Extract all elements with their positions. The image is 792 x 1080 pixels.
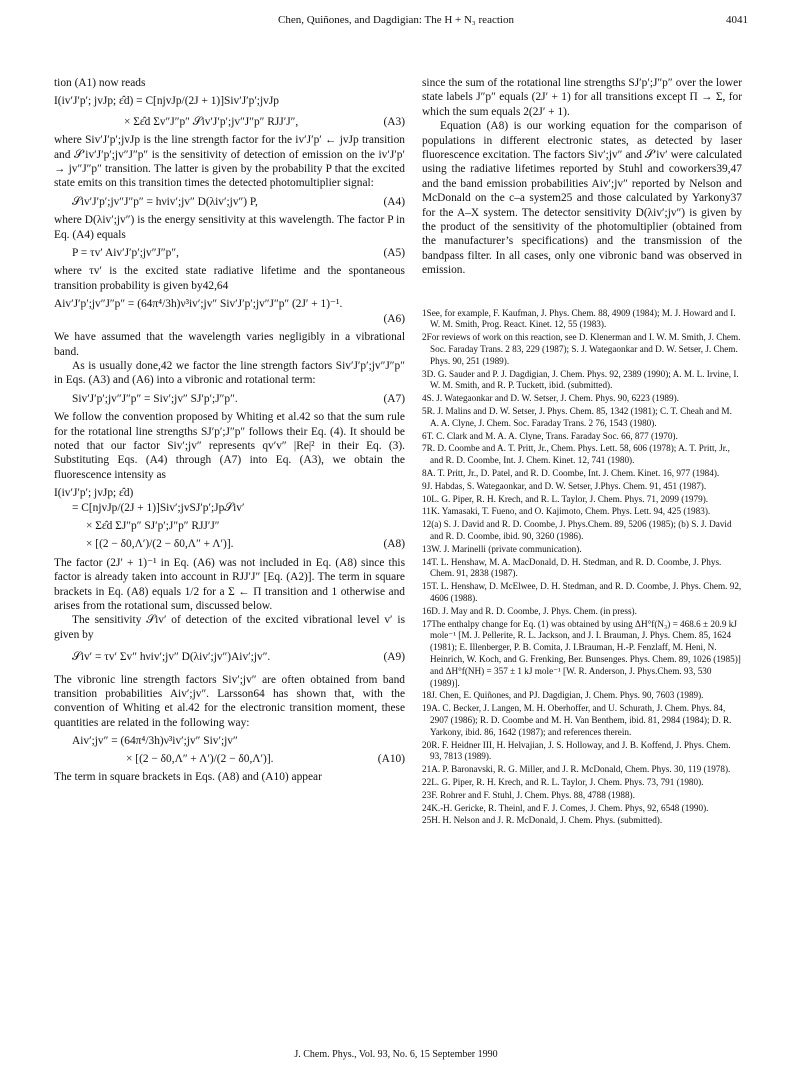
running-title: Chen, Quiñones, and Dagdigian: The H + N₃ reaction (278, 14, 514, 26)
paragraph: We follow the convention proposed by Whiting et al.42 so that the sum rule for the rotational line strengths SJ′p′;J″p″ follows their Eq. (4). It should be noted that our factor Siv′;jv″ represents qv′v″ |Re|² in their Eq. (3). Substituting Eqs. (A4) through (A7) into Eq. (A3), we obtain the fluorescence intensity as (54, 411, 405, 481)
paragraph: The term in square brackets in Eqs. (A8) and (A10) appear (54, 771, 322, 784)
right-column (422, 76, 742, 828)
reference: 18J. Chen, E. Quiñones, and PJ. Dagdigian, J. Chem. Phys. 90, 7603 (1989). (422, 690, 704, 701)
equation-line: Aiv′;jv″ = (64π⁴/3h)ν³iv′;jv″ Siv′;jv″ (72, 735, 238, 748)
equation-a4 (54, 195, 405, 209)
references-list (422, 308, 742, 827)
equation-a8 (54, 486, 405, 552)
equation-number: (A10) (377, 752, 405, 765)
paragraph: The sensitivity 𝒮iv′ of detection of the excited vibrational level v′ is given by (54, 614, 405, 641)
equation-a7 (54, 392, 405, 406)
equation-a10 (54, 734, 405, 766)
equation-line: × [(2 − δ0,Λ′)/(2 − δ0,Λ″ + Λ′)]. (86, 538, 234, 551)
paragraph: As is usually done,42 we factor the line strength factors Siv′J′p′;jv″J″p″ in Eqs. (A3) and (A6) into a vibronic and rotational term: (54, 359, 405, 387)
equation-line: = C[njvJp/(2J + 1)]Siv′;jvSJ′p′;Jp𝒮iv′ (72, 501, 245, 514)
reference: 9J. Habdas, S. Wategaonkar, and D. W. Setser, J.Phys. Chem. 91, 451 (1987). (422, 480, 707, 491)
paragraph: where D(λiv′;jv″) is the energy sensitivity at this wavelength. The factor P in Eq. (A4) equals (54, 214, 405, 241)
reference: 21A. P. Baronavski, R. G. Miller, and J. R. McDonald, Chem. Phys. 30, 119 (1978). (422, 764, 731, 775)
journal-footer: J. Chem. Phys., Vol. 93, No. 6, 15 September 1990 (294, 1049, 498, 1060)
equation-body: Aiv′J′p′;jv″J″p″ = (64π⁴/3h)ν³iv′;jv″ Siv′J′p′;jv″J″p″ (2J′ + 1)⁻¹. (54, 298, 343, 311)
paragraph: We have assumed that the wavelength varies negligibly in a vibrational band. (54, 331, 405, 358)
equation-a5 (54, 246, 405, 260)
equation-line: I(iv′J′p′; jvJp; ε̂d) = C[njvJp/(2J + 1)]Siv′J′p′;jvJp (54, 95, 279, 108)
equation-number: (A4) (383, 195, 405, 208)
reference: 11K. Yamasaki, T. Fueno, and O. Kajimoto, Chem. Phys. Lett. 94, 425 (1983). (422, 506, 711, 517)
reference: 16D. J. May and R. D. Coombe, J. Phys. Chem. (in press). (422, 605, 637, 616)
equation-line: × Σε̂d ΣJ″p″ SJ′p′;J″p″ RJJ′J″ (86, 519, 220, 532)
equation-number: (A9) (383, 651, 405, 664)
left-column (54, 76, 405, 784)
reference: 6T. C. Clark and M. A. A. Clyne, Trans. Faraday Soc. 66, 877 (1970). (422, 430, 678, 441)
reference: 1See, for example, F. Kaufman, J. Phys. Chem. 88, 4909 (1984); M. J. Howard and I. W. M. Smith, Prog. React. Kinet. 12, 55 (1983). (422, 307, 736, 330)
reference: 8A. T. Pritt, Jr., D. Patel, and R. D. Coombe, Int. J. Chem. Kinet. 16, 977 (1984). (422, 468, 720, 479)
equation-number: (A7) (383, 392, 405, 405)
reference: 13W. J. Marinelli (private communication). (422, 543, 582, 554)
reference: 15T. L. Henshaw, D. McElwee, D. H. Stedman, and R. D. Coombe, J. Phys. Chem. 92, 4606 (1988). (422, 581, 742, 604)
reference: 20R. F. Heidner III, H. Helvajian, J. S. Holloway, and J. B. Koffend, J. Phys. Chem. 93, 7813 (1989). (422, 739, 731, 762)
equation-number: (A5) (383, 247, 405, 260)
reference: 19A. C. Becker, J. Langen, M. H. Oberhoffer, and U. Schurath, J. Chem. Phys. 84, 2907 (1986); R. D. Coombe and M. H. Van Benthem, ibid. 81, 2984 (1984); D. R. Yarkony, ibid. 86, 1642 (1987); and references therein. (422, 703, 732, 737)
equation-a6 (54, 297, 405, 326)
equation-body: P = τv′ Aiv′J′p′;jv″J″p″, (72, 247, 179, 260)
paragraph: The factor (2J′ + 1)⁻¹ in Eq. (A6) was not included in Eq. (A8) since this factor is already taken into account in RJJ′J″ [Eq. (A2)]. The term in square brackets in Eq. (A8) equals 1/2 for a Σ ← Π transition and 1 otherwise and arises from the rotational sum, discussed below. (54, 556, 405, 612)
equation-line: × [(2 − δ0,Λ″ + Λ′)/(2 − δ0,Λ′)]. (126, 752, 274, 765)
paragraph: since the sum of the rotational line strengths SJ′p′;J″p″ over the lower state labels J″p″ equals (2J′ + 1) for all transitions except Π → Σ, for which the sum equals 2(2J′ + 1). (422, 77, 742, 118)
equation-line: I(iv′J′p′; jvJp; ε̂d) (54, 487, 134, 500)
paragraph: where Siv′J′p′;jvJp is the line strength factor for the iv′J′p′ ← jvJp transition and 𝒮′iv′J′p′;jv″J″p″ is the sensitivity of detection of emission on the iv′J′p′ → jv″J″p″ transition. The latter is given by the probability P that the excited state emits on this transition times the detected photomultiplier signal: (54, 134, 405, 190)
equation-number: (A6) (383, 312, 405, 325)
reference: 2For reviews of work on this reaction, see D. Klenerman and I. W. M. Smith, J. Chem. Soc. Faraday Trans. 2 83, 229 (1987); S. J. Wategaonkar and D. W. Setser, J. Chem. Phys. 90, 251 (1989). (422, 332, 741, 366)
equation-a9 (54, 650, 405, 664)
equation-number: (A3) (383, 115, 405, 128)
equation-number: (A8) (383, 538, 405, 551)
reference: 10L. G. Piper, R. H. Krech, and R. L. Taylor, J. Chem. Phys. 71, 2099 (1979). (422, 493, 709, 504)
equation-body: Siv′J′p′;jv″J″p″ = Siv′;jv″ SJ′p′;J″p″. (72, 392, 238, 405)
equation-body: 𝒮iv′ = τv′ Σv″ hνiv′;jv″ D(λiv′;jv″)Aiv′;jv″. (72, 651, 271, 664)
reference: 5R. J. Malins and D. W. Setser, J. Phys. Chem. 85, 1342 (1981); C. T. Cheah and M. A. A. Clyne, J. Chem. Soc. Faraday Trans. 2 76, 1543 (1980). (422, 406, 732, 428)
reference: 22L. G. Piper, R. H. Krech, and R. L. Taylor, J. Chem. Phys. 73, 791 (1980). (422, 776, 704, 787)
reference: 23F. Rohrer and F. Stuhl, J. Chem. Phys. 88, 4788 (1988). (422, 789, 635, 800)
reference: 24K.-H. Gericke, R. Theinl, and F. J. Comes, J. Chem. Phys, 92, 6548 (1990). (422, 802, 709, 813)
reference: 12(a) S. J. David and R. D. Coombe, J. Phys.Chem. 89, 5206 (1985); (b) S. J. David and R. D. Coombe, ibid. 90, 3260 (1986). (422, 519, 732, 542)
paragraph: tion (A1) now reads (54, 77, 146, 89)
reference: 4S. J. Wategaonkar and D. W. Setser, J. Chem. Phys. 90, 6223 (1989). (422, 393, 679, 404)
reference: 3D. G. Sauder and P. J. Dagdigian, J. Chem. Phys. 92, 2389 (1990); A. M. L. Irvine, I. W. M. Smith, and R. P. Tuckett, ibid. (submitted). (422, 368, 739, 391)
reference: 14T. L. Henshaw, M. A. MacDonald, D. H. Stedman, and R. D. Coombe, J. Phys. Chem. 91, 2838 (1987). (422, 556, 722, 579)
paragraph: Equation (A8) is our working equation for the comparison of populations in different electronic states, as detected by laser fluorescence excitation. The factors Siv′;jv″ and 𝒮′iv′ were calculated using the radiative lifetimes reported by Stuhl and coworkers39,47 and the band emission probabilities Aiv′;jv″ reported by Nelson and McDonald on the c–a system25 and those calculated by Yarkony37 for the A–X system. The detector sensitivity D(λiv′;jv″) is given by the product of the sensitivity of the photomultiplier (obtained from the manufacturer’s specifications) and the transmission of the bandpass filter. In all cases, only one vibronic band was observed in emission. (422, 120, 742, 277)
reference: 7R. D. Coombe and A. T. Pritt, Jr., Chem. Phys. Lett. 58, 606 (1978); A. T. Pritt, Jr., and R. D. Coombe, Int. J. Chem. Kinet. 12, 741 (1980). (422, 443, 730, 466)
paragraph: The vibronic line strength factors Siv′;jv″ are often obtained from band transition probabilities Aiv′;jv″. Larsson64 has shown that, with the convention of Whiting et al.42 for the electronic transition moment, these quantities are related in the following way: (54, 673, 405, 729)
page-number: 4041 (726, 14, 748, 26)
reference: 25H. H. Nelson and J. R. McDonald, J. Chem. Phys. (submitted). (422, 815, 663, 826)
equation-line: × Σε̂d Σv″J″p″ 𝒮iv′J′p′;jv″J″p″ RJJ′J″, (124, 115, 299, 128)
equation-body: 𝒮iv′J′p′;jv″J″p″ = hνiv′;jv″ D(λiv′;jv″) P, (72, 195, 258, 208)
paragraph: where τv′ is the excited state radiative lifetime and the spontaneous transition probability is given by42,64 (54, 265, 405, 292)
reference: 17The enthalpy change for Eq. (1) was obtained by using ΔH°f(N₃) = 468.6 ± 20.9 kJ mole⁻¹ [M. J. Pellerite, R. L. Jackson, and J. I. Brauman, J. Phys. Chem. 85, 1624 (1981); E. Illenberger, P. B. Comita, J. I.Brauman, H.-P. Fenzlaff, M. Heni, N. Heinrich, W. Koch, and G. Frenking, Ber. Bunsenges. Phys. Chem. 89, 1026 (1985)] and ΔH°f(NH) = 357 ± 1 kJ mole⁻¹ [W. R. Anderson, J. Phys.Chem. 93, 530 (1989)]. (422, 618, 741, 688)
equation-a3 (54, 94, 405, 129)
